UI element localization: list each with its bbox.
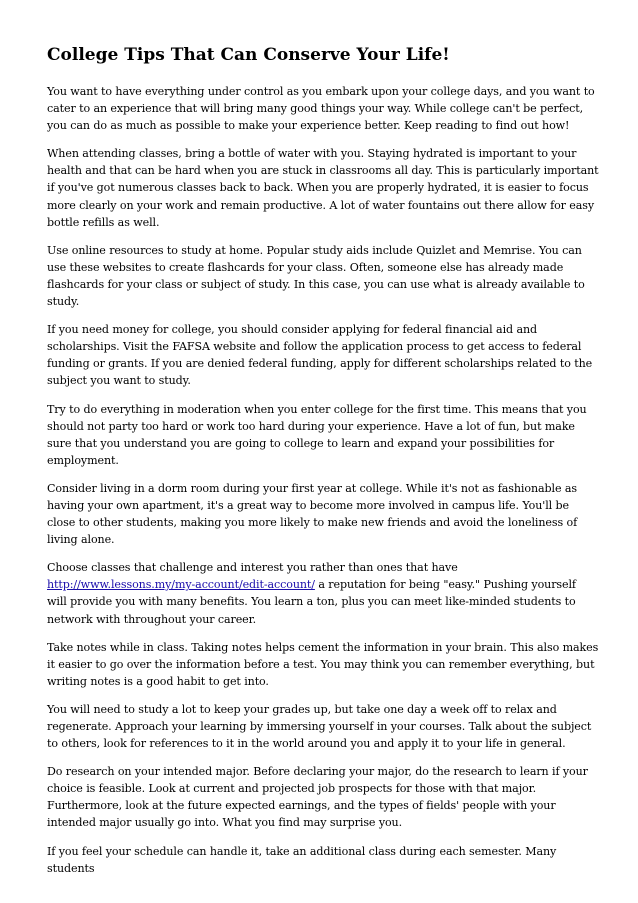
paragraph-text-before-link: Choose classes that challenge and interest you rather than ones that have (47, 561, 458, 575)
paragraph-choose-classes (47, 559, 599, 627)
document-page (47, 44, 599, 888)
paragraph-research-major: Do research on your intended major. Before declaring your major, do the research to learn if your choice is feasible. Look at current and projected job prospects for those with that major. Furthermore, look at the future expected earnings, and the types of fields' people with your intended major usually go into. What you find may surprise you. (47, 765, 588, 830)
paragraph-study-balance: You will need to study a lot to keep your grades up, but take one day a week off to relax and regenerate. Approach your learning by immersing yourself in your courses. Talk about the subject to others, look for references to it in the world around you and apply it to your life in general. (47, 702, 592, 751)
paragraph-financial-aid: If you need money for college, you should consider applying for federal financial aid and scholarships. Visit the FAFSA website and follow the application process to get access to federal funding or grants. If you are denied federal funding, apply for different scholarships related to the subject you want to study. (47, 323, 593, 388)
paragraph-text-after-link: a reputation for being "easy." Pushing yourself will provide you with many benefits. You learn a ton, plus you can meet like-minded students to network with throughout your career. (47, 578, 576, 626)
page-title: College Tips That Can Conserve Your Life! (47, 45, 450, 65)
paragraph-take-notes: Take notes while in class. Taking notes helps cement the information in your brain. This also makes it easier to go over the information before a test. You may think you can remember everything, but writing notes is a good habit to get into. (47, 640, 599, 688)
paragraph-online-resources: Use online resources to study at home. Popular study aids include Quizlet and Memrise. You can use these websites to create flashcards for your class. Often, someone else has already made flashcards for your class or subject of study. In this case, you can use what is already available to study. (47, 243, 585, 309)
paragraph-dorm-room: Consider living in a dorm room during your first year at college. While it's not as fashionable as having your own apartment, it's a great way to become more involved in campus life. You'll be close to other students, making you more likely to make new friends and avoid the loneliness of living alone. (47, 481, 578, 547)
paragraph-additional-class: If you feel your schedule can handle it, take an additional class during each semester. Many students (47, 844, 557, 875)
paragraph-moderation: Try to do everything in moderation when you enter college for the first time. This means that you should not party too hard or work too hard during your experience. Have a lot of fun, but make sure that you understand you are going to college to learn and expand your possibilities for employment. (47, 402, 587, 467)
paragraph-intro: You want to have everything under control as you embark upon your college days, and you want to cater to an experience that will bring many good things your way. While college can't be perfect, you can do as much as possible to make your experience better. Keep reading to find out how! (47, 85, 595, 133)
lessons-account-link[interactable]: http://www.lessons.my/my-account/edit-account/ (47, 578, 315, 592)
paragraph-water-bottle: When attending classes, bring a bottle of water with you. Staying hydrated is important to your health and that can be hard when you are stuck in classrooms all day. This is particularly important if you've got numerous classes back to back. When you are properly hydrated, it is easier to focus more clearly on your work and remain productive. A lot of water fountains out there allow for easy bottle refills as well. (47, 147, 599, 229)
